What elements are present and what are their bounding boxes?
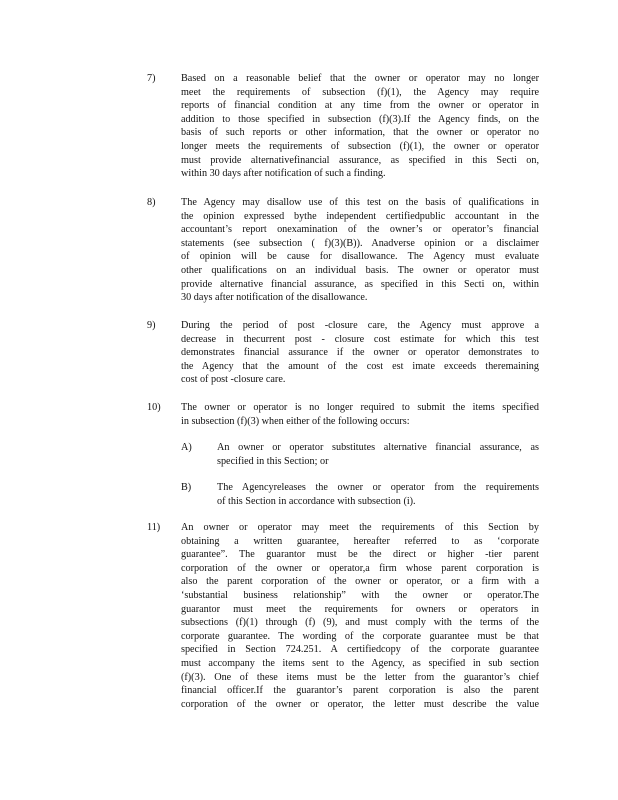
- text-line: The owner or operator is no longer required to submit the items specified: [181, 402, 539, 413]
- text-line: of this Section in accordance with subsection (i).: [217, 495, 416, 507]
- text-line: corporation of the owner or operator,a firm whose parent corporation is: [181, 562, 539, 574]
- text-line: specified in Section 724.251. A certifiedcopy of the corporate guarantee: [181, 644, 539, 656]
- paragraph-body: [181, 401, 539, 428]
- text-line: demonstrates financial assurance if the owner or operator demonstrates to: [181, 347, 539, 359]
- text-line: (f)(3). One of these items must be the letter from the guarantor’s chief: [181, 671, 539, 683]
- text-line: in subsection (f)(3) when either of the following occurs:: [181, 415, 410, 427]
- paragraph-number: 9): [147, 320, 156, 331]
- paragraph-9: [147, 319, 539, 387]
- text-line: other qualifications on an individual basis. The owner or operator must: [181, 264, 539, 276]
- paragraph-number: 10): [147, 402, 161, 413]
- text-line: guarantor must meet the requirements for owners or operators in: [181, 603, 539, 615]
- text-line: corporation of the owner or operator, the letter must describe the value: [181, 698, 539, 710]
- subparagraph-body: [217, 481, 539, 508]
- text-line: accountant’s report onexamination of the owner’s or operator’s financial: [181, 224, 539, 236]
- text-line: also the parent corporation of the owner or operator, or a firm with a: [181, 576, 539, 588]
- text-line: obtaining a written guarantee, hereafter referred to as ‘corporate: [181, 535, 539, 547]
- text-line: Based on a reasonable belief that the owner or operator may no longer: [181, 73, 539, 84]
- text-line: subsections (f)(1) through (f) (9), and must comply with the terms of the: [181, 617, 539, 629]
- text-line: provide alternative financial assurance, as specified in this Secti on, within: [181, 278, 539, 290]
- text-line: financial officer.If the guarantor’s parent corporation is also the parent: [181, 685, 539, 697]
- paragraph-number: 7): [147, 73, 156, 84]
- subparagraph-number: B): [181, 482, 192, 493]
- text-line: the Agency that the amount of the cost est imate exceeds theremaining: [181, 360, 539, 372]
- paragraph-body: [181, 319, 539, 387]
- text-line: cost of post -closure care.: [181, 374, 286, 386]
- text-line: of opinion will be cause for disallowance. The Agency must evaluate: [181, 251, 539, 263]
- subparagraph-body: [217, 441, 539, 468]
- text-line: 30 days after notification of the disallowance.: [181, 292, 368, 304]
- paragraph-number: 11): [147, 522, 161, 533]
- text-line: reports of financial condition at any time from the owner or operator in: [181, 100, 539, 112]
- text-line: must provide alternativefinancial assurance, as specified in this Secti on,: [181, 154, 539, 166]
- text-line: specified in this Section; or: [217, 455, 329, 467]
- subparagraph-a: [181, 441, 539, 468]
- text-line: must accompany the items sent to the Agency, as specified in sub section: [181, 657, 539, 669]
- text-line: ‘substantial business relationship” with the owner or operator.The: [181, 589, 539, 601]
- subparagraph-b: [181, 481, 539, 508]
- subparagraph-number: A): [181, 442, 192, 453]
- text-line: within 30 days after notification of such a finding.: [181, 168, 386, 180]
- paragraph-number: 8): [147, 197, 156, 208]
- text-line: longer meets the requirements of subsection (f)(1), the owner or operator: [181, 140, 539, 152]
- paragraph-7: [147, 72, 539, 181]
- text-line: corporate guarantee. The wording of the corporate guarantee must be that: [181, 630, 539, 642]
- paragraph-10: [147, 401, 539, 428]
- text-line: During the period of post -closure care, the Agency must approve a: [181, 320, 539, 331]
- text-line: An owner or operator may meet the requirements of this Section by: [181, 522, 539, 533]
- paragraph-11: [147, 521, 539, 711]
- paragraph-body: [181, 72, 539, 181]
- paragraph-body: [181, 196, 539, 305]
- text-line: statements (see subsection ( f)(3)(B)). Anadverse opinion or a disclaimer: [181, 237, 539, 249]
- text-line: An owner or operator substitutes alternative financial assurance, as: [217, 442, 539, 453]
- text-line: decrease in thecurrent post - closure cost estimate for which this test: [181, 333, 539, 345]
- text-line: addition to those specified in subsection (f)(3).If the Agency finds, on the: [181, 113, 539, 125]
- paragraph-8: [147, 196, 539, 305]
- text-line: guarantee”. The guarantor must be the direct or higher -tier parent: [181, 549, 539, 561]
- text-line: The Agency may disallow use of this test on the basis of qualifications in: [181, 197, 539, 208]
- text-line: meet the requirements of subsection (f)(1), the Agency may require: [181, 86, 539, 98]
- text-line: The Agencyreleases the owner or operator from the requirements: [217, 482, 539, 493]
- paragraph-body: [181, 521, 539, 711]
- text-line: basis of such reports or other information, that the owner or operator no: [181, 127, 539, 139]
- text-line: the opinion expressed bythe independent certifiedpublic accountant in the: [181, 210, 539, 222]
